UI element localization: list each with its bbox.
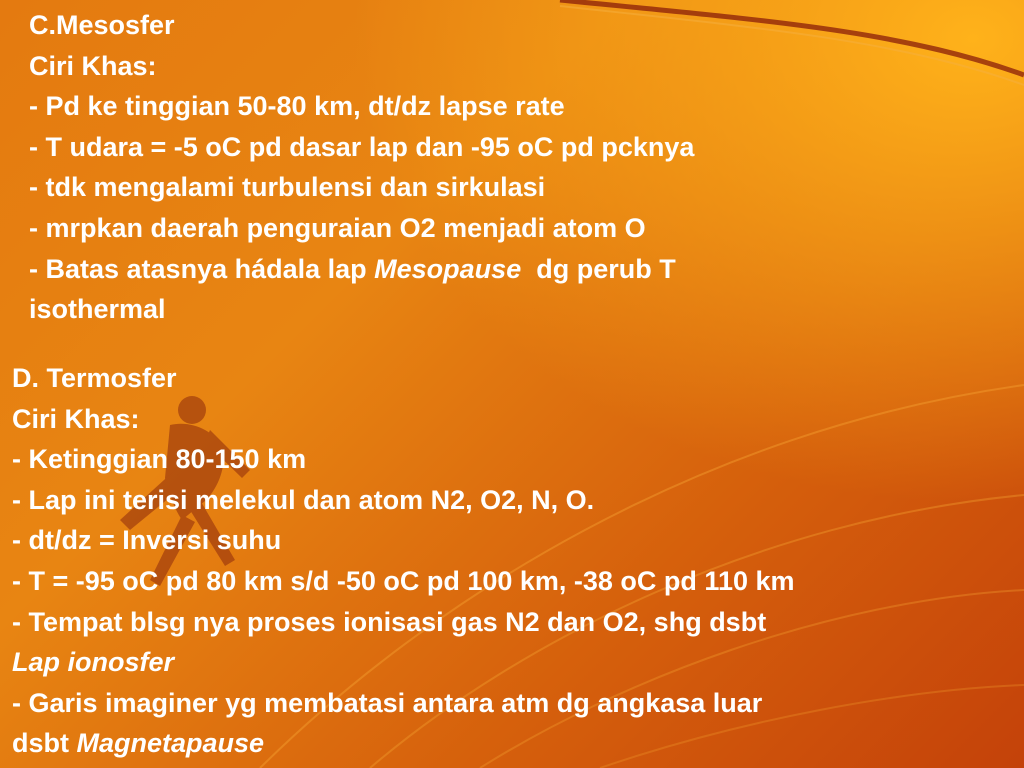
bullet-line: - T udara = -5 oC pd dasar lap dan -95 oC pd pcknya: [29, 131, 695, 162]
section-title: D. Termosfer: [12, 363, 177, 393]
section-subtitle: Ciri Khas:: [12, 403, 140, 434]
section-title: C.Mesosfer: [29, 10, 175, 40]
bullet-line: - Ketinggian 80-150 km: [12, 444, 307, 475]
bullet-line: - Lap ini terisi melekul dan atom N2, O2, N, O.: [12, 484, 595, 515]
mesopause-term: Mesopause: [374, 253, 522, 284]
bullet-line: - T = -95 oC pd 80 km s/d -50 oC pd 100 km, -38 oC pd 110 km: [12, 565, 795, 596]
bullet-line: - tdk mengalami turbulensi dan sirkulasi: [29, 172, 546, 203]
bullet-line: - dt/dz = Inversi suhu: [12, 525, 282, 556]
ionosfer-term: Lap ionosfer: [12, 647, 175, 678]
bullet-line: - mrpkan daerah penguraian O2 menjadi atom O: [29, 212, 646, 243]
bullet-line: - Pd ke tinggian 50-80 km, dt/dz lapse rate: [29, 91, 565, 122]
section-subtitle: Ciri Khas:: [29, 50, 157, 81]
bullet-line: - Tempat blsg nya proses ionisasi gas N2 dan O2, shg dsbt: [12, 606, 767, 637]
section-mesosfer: [29, 5, 694, 330]
bullet-line-wrap: isothermal: [29, 294, 166, 325]
section-termosfer: [12, 358, 795, 764]
bullet-text: - Batas atasnya hádala lap: [29, 253, 375, 284]
bullet-line-mesopause: [29, 249, 694, 290]
bullet-text: dsbt: [12, 728, 77, 759]
bullet-line: - Garis imaginer yg membatasi antara atm dg angkasa luar: [12, 687, 763, 718]
bullet-text: dg perub T: [521, 253, 676, 284]
bullet-line-magnetapause: [12, 723, 795, 764]
magnetapause-term: Magnetapause: [76, 728, 265, 759]
